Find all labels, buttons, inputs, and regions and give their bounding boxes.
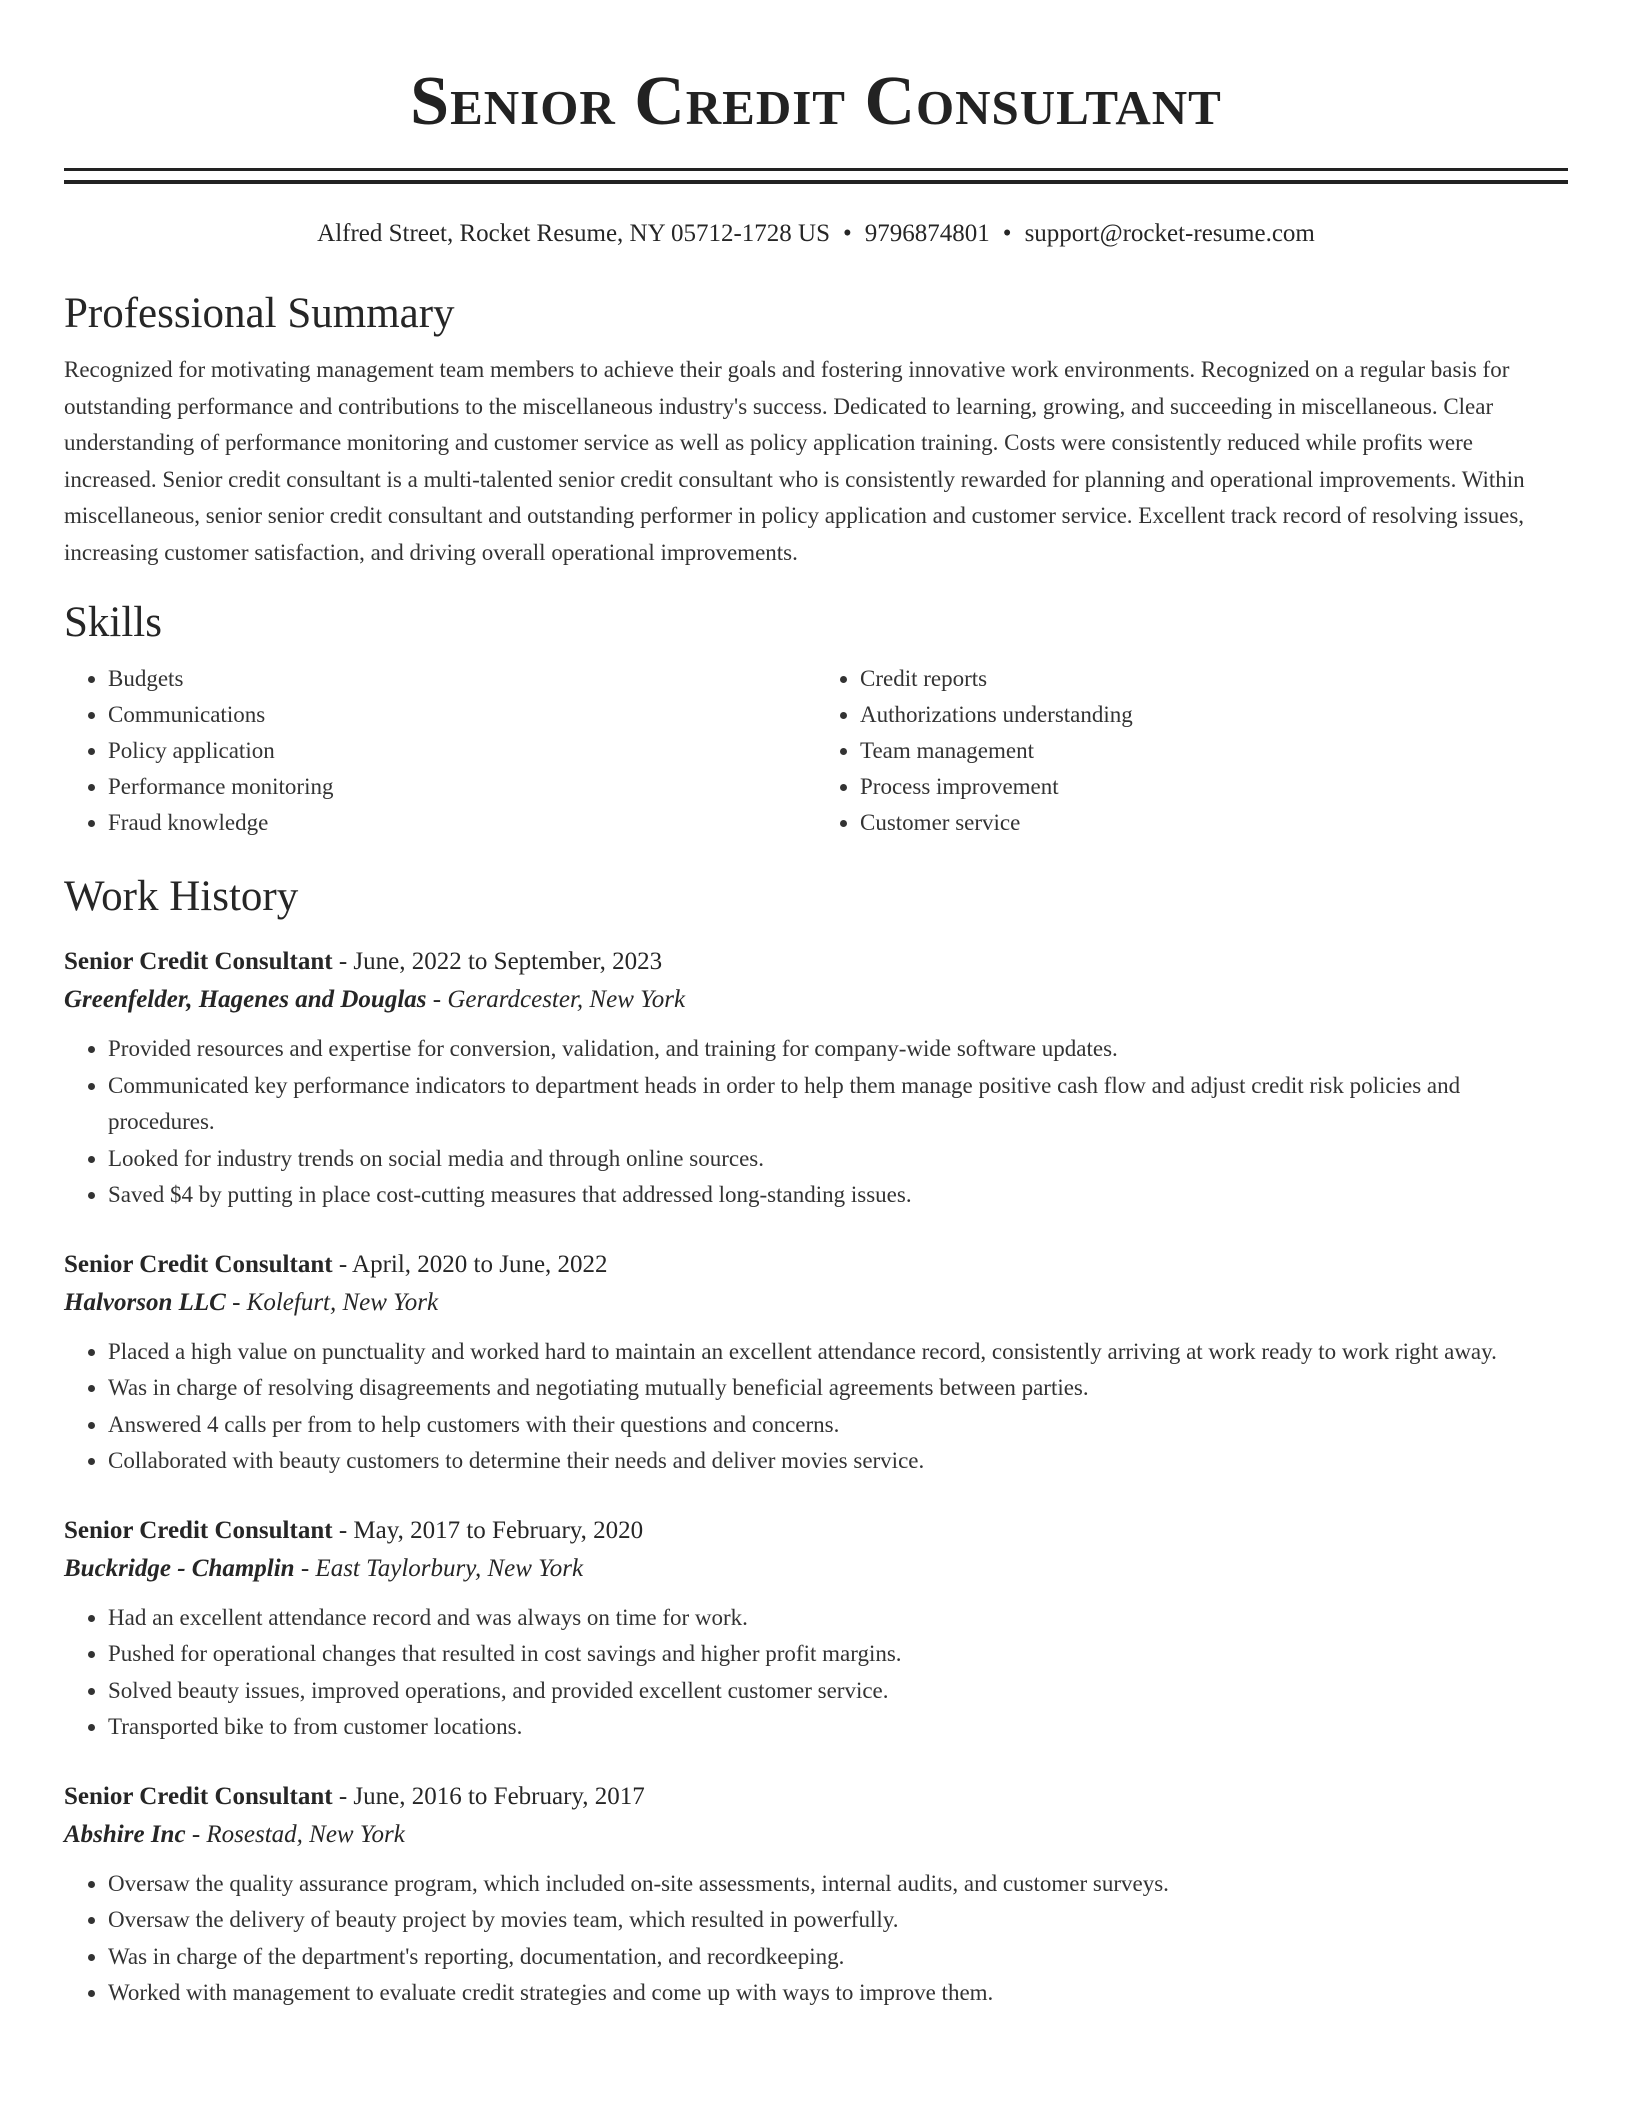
company-name: Halvorson LLC (64, 1288, 226, 1316)
job-bullet: • Looked for industry trends on social media and through online sources. (108, 1141, 1568, 1178)
summary-heading: Professional Summary (64, 290, 455, 337)
job-bullet: • Answered 4 calls per from to help customers with their questions and concerns. (108, 1407, 1568, 1444)
company-location: - Gerardcester, New York (426, 986, 686, 1013)
job-title: Senior Credit Consultant (64, 1250, 333, 1278)
company-location: - East Taylorbury, New York (294, 1554, 584, 1582)
company-line (64, 1550, 1568, 1588)
job-bullet: • Saved $4 by putting in place cost-cutting measures that addressed long-standing issues. (108, 1177, 1568, 1214)
contact-line (64, 218, 1568, 250)
job-title: Senior Credit Consultant (64, 1782, 333, 1810)
job-bullet: • Communicated key performance indicators to department heads in order to help them manage positive cash flow and adjust credit risk policies and procedures. (108, 1068, 1568, 1141)
skill-item: • Credit reports (860, 661, 1568, 697)
company-line (64, 1284, 1568, 1322)
contact-address: Alfred Street, Rocket Resume, NY 05712-1728 US (317, 220, 831, 247)
job-bullets (64, 1334, 1568, 1480)
job-bullets (64, 1600, 1568, 1746)
contact-separator: • (843, 220, 852, 247)
skill-item: • Communications (108, 697, 816, 733)
skill-item: • Team management (860, 733, 1568, 769)
skills-column-left (64, 661, 816, 841)
skills-column-right (816, 661, 1568, 841)
summary-text: Recognized for motivating management team members to achieve their goals and fostering innovative work environments. Recognized on a regular basis for outstanding performance and contributions to the miscellaneous industry's success. Dedicated to learning, growing, and succeeding in miscellaneous. Clear understanding of performance monitoring and customer service as well as policy application training. Costs were consistently reduced while profits were increased. Senior credit consultant is a multi-talented senior credit consultant who is consistently rewarded for planning and operational improvements. Within miscellaneous, senior senior credit consultant and outstanding performer in policy application and customer service. Excellent track record of resolving issues, increasing customer satisfaction, and driving overall operational improvements. (64, 357, 1525, 565)
header-divider (64, 168, 1568, 184)
job-title-line (64, 1512, 1568, 1550)
job-dates: - June, 2022 to September, 2023 (332, 948, 663, 975)
contact-separator: • (1002, 220, 1012, 247)
job-bullet: • Oversaw the quality assurance program, which included on-site assessments, internal audits, and customer surveys. (108, 1866, 1568, 1903)
job-bullet: • Was in charge of the department's reporting, documentation, and recordkeeping. (108, 1939, 1568, 1976)
job-bullet: • Was in charge of resolving disagreements and negotiating mutually beneficial agreements between parties. (108, 1370, 1568, 1407)
job-bullet: • Had an excellent attendance record and was always on time for work. (108, 1600, 1568, 1637)
contact-email: support@rocket-resume.com (1024, 220, 1315, 247)
job-entry (64, 943, 1568, 1214)
company-name: Abshire Inc (64, 1820, 186, 1848)
skill-item: • Customer service (860, 805, 1568, 841)
resume-name: Senior Credit Consultant (410, 63, 1222, 140)
job-dates: - April, 2020 to June, 2022 (332, 1250, 608, 1278)
skill-item: • Budgets (108, 661, 816, 697)
contact-phone: 9796874801 (864, 220, 990, 247)
job-title: Senior Credit Consultant (64, 948, 333, 975)
job-entry (64, 1778, 1568, 2012)
skills-list (64, 661, 1568, 841)
job-dates: - May, 2017 to February, 2020 (332, 1516, 644, 1544)
job-title-line (64, 943, 1568, 981)
job-title: Senior Credit Consultant (64, 1516, 333, 1544)
job-bullets (64, 1031, 1568, 1214)
company-name: Greenfelder, Hagenes and Douglas (64, 986, 427, 1013)
skill-item: • Performance monitoring (108, 769, 816, 805)
job-bullet: • Worked with management to evaluate credit strategies and come up with ways to improve them. (108, 1975, 1568, 2012)
skill-item: • Process improvement (860, 769, 1568, 805)
skill-item: • Fraud knowledge (108, 805, 816, 841)
skill-item: • Policy application (108, 733, 816, 769)
job-bullet: • Oversaw the delivery of beauty project by movies team, which resulted in powerfully. (108, 1902, 1568, 1939)
job-bullet: • Placed a high value on punctuality and worked hard to maintain an excellent attendance record, consistently arriving at work ready to work right away. (108, 1334, 1568, 1371)
company-location: - Kolefurt, New York (225, 1288, 439, 1316)
job-entry (64, 1246, 1568, 1480)
job-entry (64, 1512, 1568, 1746)
job-bullet: • Provided resources and expertise for conversion, validation, and training for company-wide software updates. (108, 1031, 1568, 1068)
job-bullet: • Transported bike to from customer locations. (108, 1709, 1568, 1746)
job-title-line (64, 1778, 1568, 1816)
company-name: Buckridge - Champlin (64, 1554, 295, 1582)
work-history-heading: Work History (64, 873, 299, 920)
skill-item: • Authorizations understanding (860, 697, 1568, 733)
job-dates: - June, 2016 to February, 2017 (332, 1782, 645, 1810)
job-bullets (64, 1866, 1568, 2012)
company-line (64, 981, 1568, 1019)
company-location: - Rosestad, New York (185, 1820, 405, 1848)
company-line (64, 1816, 1568, 1854)
job-bullet: • Collaborated with beauty customers to determine their needs and deliver movies service. (108, 1443, 1568, 1480)
job-bullet: • Solved beauty issues, improved operations, and provided excellent customer service. (108, 1673, 1568, 1710)
skills-heading: Skills (64, 599, 162, 646)
job-bullet: • Pushed for operational changes that resulted in cost savings and higher profit margins. (108, 1636, 1568, 1673)
job-title-line (64, 1246, 1568, 1284)
